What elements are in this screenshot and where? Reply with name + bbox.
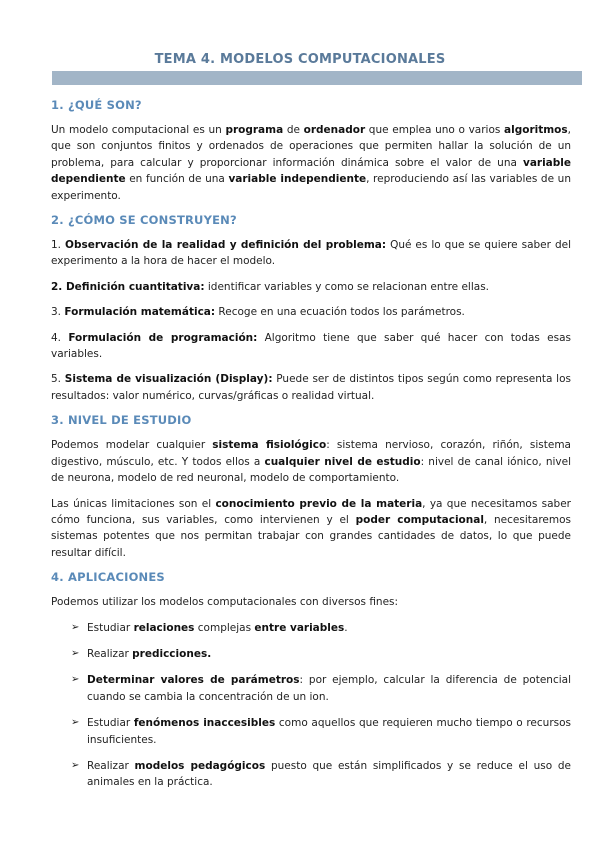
bold-term: relaciones	[133, 621, 195, 634]
step-label: Formulación de programación:	[68, 331, 258, 344]
text-segment: : nivel de canal iónico, nivel de neurona, modelo de red neuronal, modelo de comportamiento.	[51, 455, 571, 485]
text-segment: Realizar	[87, 759, 135, 772]
step-item	[51, 304, 571, 320]
bold-term: variable independiente	[228, 173, 367, 186]
arrow-bullet-icon: ➢	[71, 674, 80, 686]
bold-term: cualquier nivel de estudio	[264, 455, 421, 468]
step-text: identificar variables y como se relacionan entre ellas.	[204, 280, 490, 293]
text-segment: : por ejemplo, calcular la diferencia de potencial cuando se cambia la concentración de un ion.	[87, 674, 572, 703]
step-text: Puede ser de distintos tipos según como representa los resultados: valor numérico, curvas/gráficas o realidad virtual.	[51, 373, 571, 402]
bold-term: entre variables	[254, 621, 345, 634]
bold-term: ordenador	[303, 124, 366, 136]
paragraph-applications-intro: Podemos utilizar los modelos computacionales con diversos fines:	[51, 596, 399, 609]
step-item	[51, 279, 571, 295]
paragraph-limitations	[51, 496, 571, 562]
step-label: Formulación matemática:	[64, 306, 216, 319]
text-segment: Podemos modelar cualquier	[51, 439, 213, 452]
step-number: 5.	[51, 373, 65, 386]
step-text: Qué es lo que se quiere saber del experimento a la hora de hacer el modelo.	[51, 239, 571, 268]
paragraph-systems	[51, 437, 571, 486]
list-item	[71, 715, 571, 748]
text-segment: Realizar	[87, 647, 133, 660]
text-segment: que emplea uno o varios	[365, 124, 505, 136]
text-segment: , ya que necesitamos saber cómo funciona, sus variables, como intervienen y el	[51, 497, 571, 526]
arrow-bullet-icon: ➢	[71, 717, 80, 729]
step-number: 4.	[51, 331, 69, 344]
title-underline-bar	[52, 71, 582, 85]
bold-term: Determinar valores de parámetros	[87, 674, 300, 687]
step-item	[51, 330, 571, 363]
step-item	[51, 237, 571, 270]
text-segment: , necesitaremos sistemas potentes que nos permitan trabajar con grandes cantidades de datos, lo que puede resultar difícil.	[51, 513, 571, 559]
bold-term: predicciones.	[132, 647, 212, 660]
text-segment: Un modelo computacional es un	[51, 124, 226, 136]
text-segment: , que son conjuntos finitos y ordenados de operaciones que permiten hallar la solución de un problema, para calcular y proporcionar información dinámica sobre el valor de una	[51, 124, 571, 169]
arrow-bullet-icon: ➢	[71, 621, 80, 633]
text-segment: , reproduciendo así las variables de un experimento.	[51, 173, 571, 202]
bold-term: variable dependiente	[51, 156, 571, 186]
text-segment: complejas	[194, 621, 255, 634]
bold-term: programa	[225, 124, 284, 136]
step-item	[51, 371, 571, 404]
text-segment: Estudiar	[87, 717, 134, 730]
applications-list	[51, 620, 571, 791]
text-segment: en función de una	[125, 173, 229, 186]
bold-term: sistema fisiológico	[212, 439, 327, 452]
step-number: 1.	[51, 239, 66, 252]
text-segment: como aquellos que requieren mucho tiempo o recursos insuficientes.	[87, 717, 571, 746]
text-segment: .	[344, 621, 348, 634]
bold-term: fenómenos inaccesibles	[133, 717, 276, 730]
arrow-bullet-icon: ➢	[71, 759, 80, 771]
step-label: Observación de la realidad y definición del problema:	[65, 239, 387, 252]
step-number: 3.	[51, 306, 65, 319]
step-text: Algoritmo tiene que saber qué hacer con todas esas variables.	[51, 331, 572, 361]
text-segment: de	[283, 124, 304, 136]
paragraph-definition	[51, 122, 571, 204]
document-content	[51, 98, 571, 801]
list-item	[71, 646, 571, 662]
section-heading-como-se-construyen: 2. ¿CÓMO SE CONSTRUYEN?	[51, 213, 237, 228]
bold-term: conocimiento previo de la materia	[215, 497, 423, 510]
text-segment: Estudiar	[87, 621, 134, 634]
page-title: TEMA 4. MODELOS COMPUTACIONALES	[154, 52, 446, 67]
bold-term: algoritmos	[504, 124, 568, 136]
step-label: Sistema de visualización (Display):	[64, 373, 273, 386]
bold-term: poder computacional	[355, 513, 484, 526]
text-segment: Las únicas limitaciones son el	[51, 497, 216, 510]
section-heading-aplicaciones: 4. APLICACIONES	[51, 570, 165, 585]
step-number: 2.	[51, 280, 66, 293]
step-text: Recoge en una ecuación todos los parámetros.	[215, 306, 465, 319]
arrow-bullet-icon: ➢	[71, 647, 80, 659]
section-heading-nivel-de-estudio: 3. NIVEL DE ESTUDIO	[51, 413, 192, 428]
list-item	[71, 758, 571, 791]
list-item	[71, 672, 571, 705]
bold-term: modelos pedagógicos	[134, 759, 266, 772]
section-heading-que-son: 1. ¿QUÉ SON?	[51, 98, 142, 112]
text-segment: : sistema nervioso, corazón, riñón, sistema digestivo, músculo, etc. Y todos ellos a	[51, 439, 571, 468]
list-item	[71, 620, 571, 636]
step-label: Definición cuantitativa:	[65, 280, 205, 293]
text-segment: puesto que están simplificados y se reduce el uso de animales en la práctica.	[87, 759, 571, 789]
